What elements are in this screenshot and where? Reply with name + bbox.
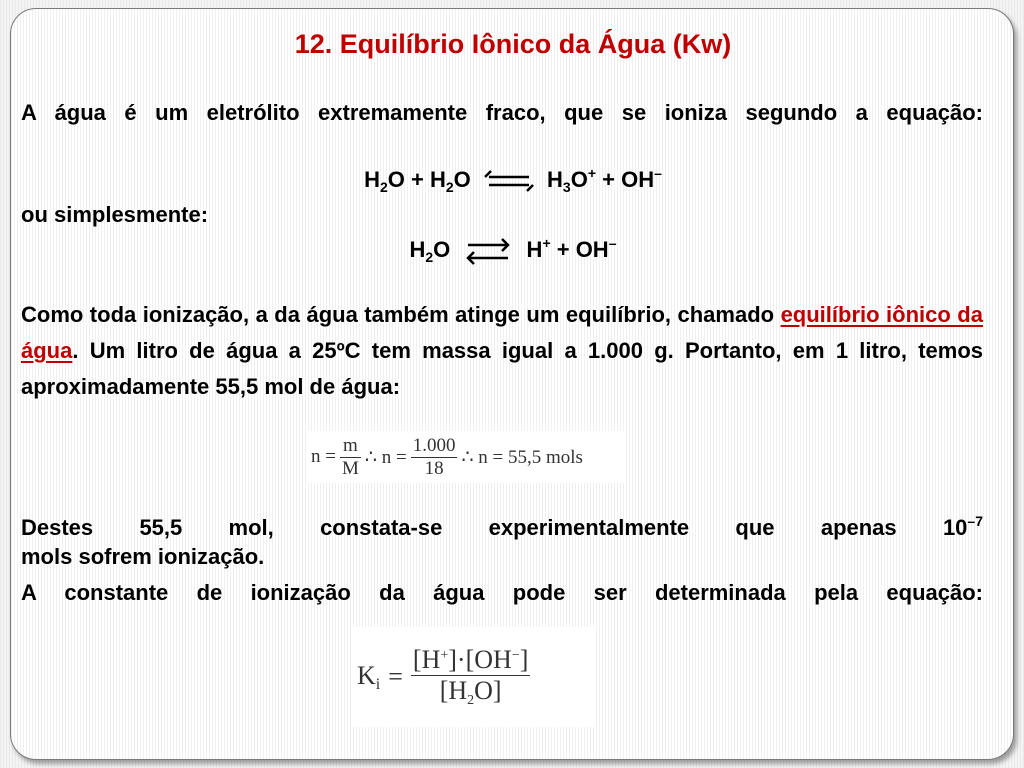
ionization-constant-formula: $K_i$ = $\frac{[H^+]\cdot[OH^-]}{[H_2O]}$ [351, 627, 595, 727]
equilibrium-arrows-icon [462, 236, 514, 266]
moles-formula: n = $\frac{m}{M}$ ∴ n = $\frac{1.000}{18}$ ∴ n = 55,5 mols [307, 431, 625, 483]
equation-1: $H_2O + H_2O$ $H_3O^+ + OH^-$ [364, 165, 662, 195]
equilibrium-arrows-icon [483, 169, 535, 193]
or-simply-text: ou simplesmente: [21, 202, 209, 227]
ionic-equilibrium-link[interactable]: equilíbrio iônico da água [21, 302, 983, 363]
ionization-paragraph: Como toda ionização, a da água também atinge um equilíbrio, chamado equilíbrio iônico da água. Um litro de água a 25ºC tem massa igual a 1.000 g. Portanto, em 1 litro, temos aproximadamente 55,5 mol de água: [21, 302, 983, 399]
ionization-amount-line: Destes 55,5 mol, constata-se experimentalmente que apenas $10^{-7}$ [21, 513, 983, 540]
intro-paragraph [21, 95, 983, 131]
intro-text: A água é um eletrólito extremamente fraco, que se ioniza segundo a equação: [21, 100, 983, 125]
equation-2: $H_2O$ H+ + OH– [409, 235, 617, 265]
ionization-amount-line-2: mols sofrem ionização. [21, 544, 265, 569]
slide-frame [10, 8, 1014, 760]
constant-paragraph: A constante de ionização da água pode ser determinada pela equação: [21, 580, 983, 605]
slide-title: 12. Equilíbrio Iônico da Água (Kw) [294, 29, 732, 59]
